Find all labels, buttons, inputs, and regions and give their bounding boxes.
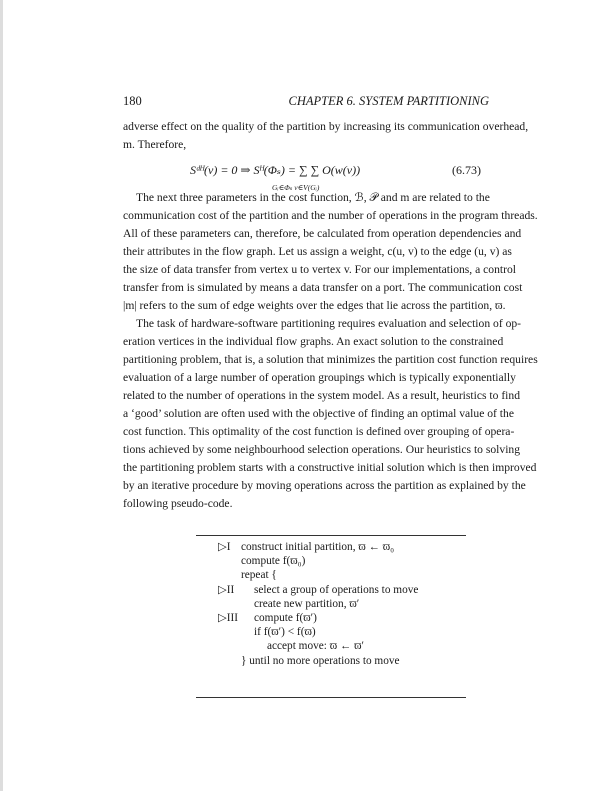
text-line: evaluation of a large number of operation groupings which is typically exponentially	[123, 371, 516, 384]
text-line: eration vertices in the individual flow graphs. An exact solution to the constrained	[123, 335, 504, 348]
step-marker: ▷II	[218, 583, 235, 596]
text-line: All of these parameters can, therefore, be calculated from operation dependencies and	[123, 227, 522, 240]
equation: Sᵈᴴ(v) = 0 ⇒ Sᴴ(Φₛ) = ∑ ∑ O(w(v))	[190, 163, 361, 177]
text-line: |m| refers to the sum of edge weights over the edges that lie across the partition, ϖ.	[123, 299, 506, 312]
text-line: The task of hardware-software partitioning requires evaluation and selection of op-	[136, 317, 522, 330]
text-line: by an iterative procedure by moving operations across the partition as explained by the	[123, 479, 526, 492]
bottom-rule	[196, 697, 466, 698]
page-number: 180	[123, 94, 142, 108]
pseudocode-line: if f(ϖ′) < f(ϖ)	[254, 626, 316, 639]
text-line: their attributes in the flow graph. Let us assign a weight, c(u, v) to the edge (u, v) as	[123, 245, 512, 258]
text-line: communication cost of the partition and the number of operations in the program threads.	[123, 209, 538, 222]
pseudocode-line: construct initial partition, ϖ ← ϖ₀	[241, 541, 395, 553]
pseudocode-line: repeat {	[241, 569, 277, 582]
pseudocode-line: compute f(ϖ′)	[254, 612, 317, 624]
pseudocode-line: select a group of operations to move	[254, 583, 419, 596]
equation-subscript: Gᵢ∈Φₛ v∈V(Gᵢ)	[272, 183, 320, 192]
text-line: related to the number of operations in the system model. As a result, heuristics to find	[123, 389, 521, 402]
step-marker: ▷I	[218, 541, 231, 553]
text-line: cost function. This optimality of the cost function is defined over grouping of opera-	[123, 425, 515, 438]
text-line: transfer from is simulated by means a data transfer on a port. The communication cost	[123, 281, 523, 294]
text-line: adverse effect on the quality of the partition by increasing its communication overhead,	[123, 120, 529, 133]
text-line: m. Therefore,	[123, 138, 187, 151]
text-line: The next three parameters in the cost function, ℬ, 𝒫 and m are related to the	[136, 191, 490, 204]
pseudocode-line: } until no more operations to move	[241, 654, 400, 667]
pseudocode-line: accept move: ϖ ← ϖ′	[267, 640, 365, 653]
text-line: a ‘good’ solution are often used with the objective of finding an optimal value of the	[123, 407, 514, 420]
pseudocode-line: create new partition, ϖ′	[254, 597, 360, 610]
top-rule	[196, 535, 466, 536]
text-line: partitioning problem, that is, a solution that minimizes the partition cost function requires	[123, 353, 538, 366]
text-line: tions achieved by some neighbourhood selection operations. Our heuristics to solving	[123, 443, 521, 456]
equation-number: (6.73)	[452, 163, 481, 177]
step-marker: ▷III	[218, 612, 238, 624]
running-header: CHAPTER 6. SYSTEM PARTITIONING	[288, 94, 489, 108]
pseudocode-line: compute f(ϖ₀)	[241, 555, 306, 568]
scan-edge	[0, 0, 3, 791]
text-line: the size of data transfer from vertex u to vertex v. For our implementations, a control	[123, 263, 516, 276]
text-line: the partitioning problem starts with a constructive initial solution which is then improved	[123, 461, 537, 474]
text-line: following pseudo-code.	[123, 497, 233, 510]
